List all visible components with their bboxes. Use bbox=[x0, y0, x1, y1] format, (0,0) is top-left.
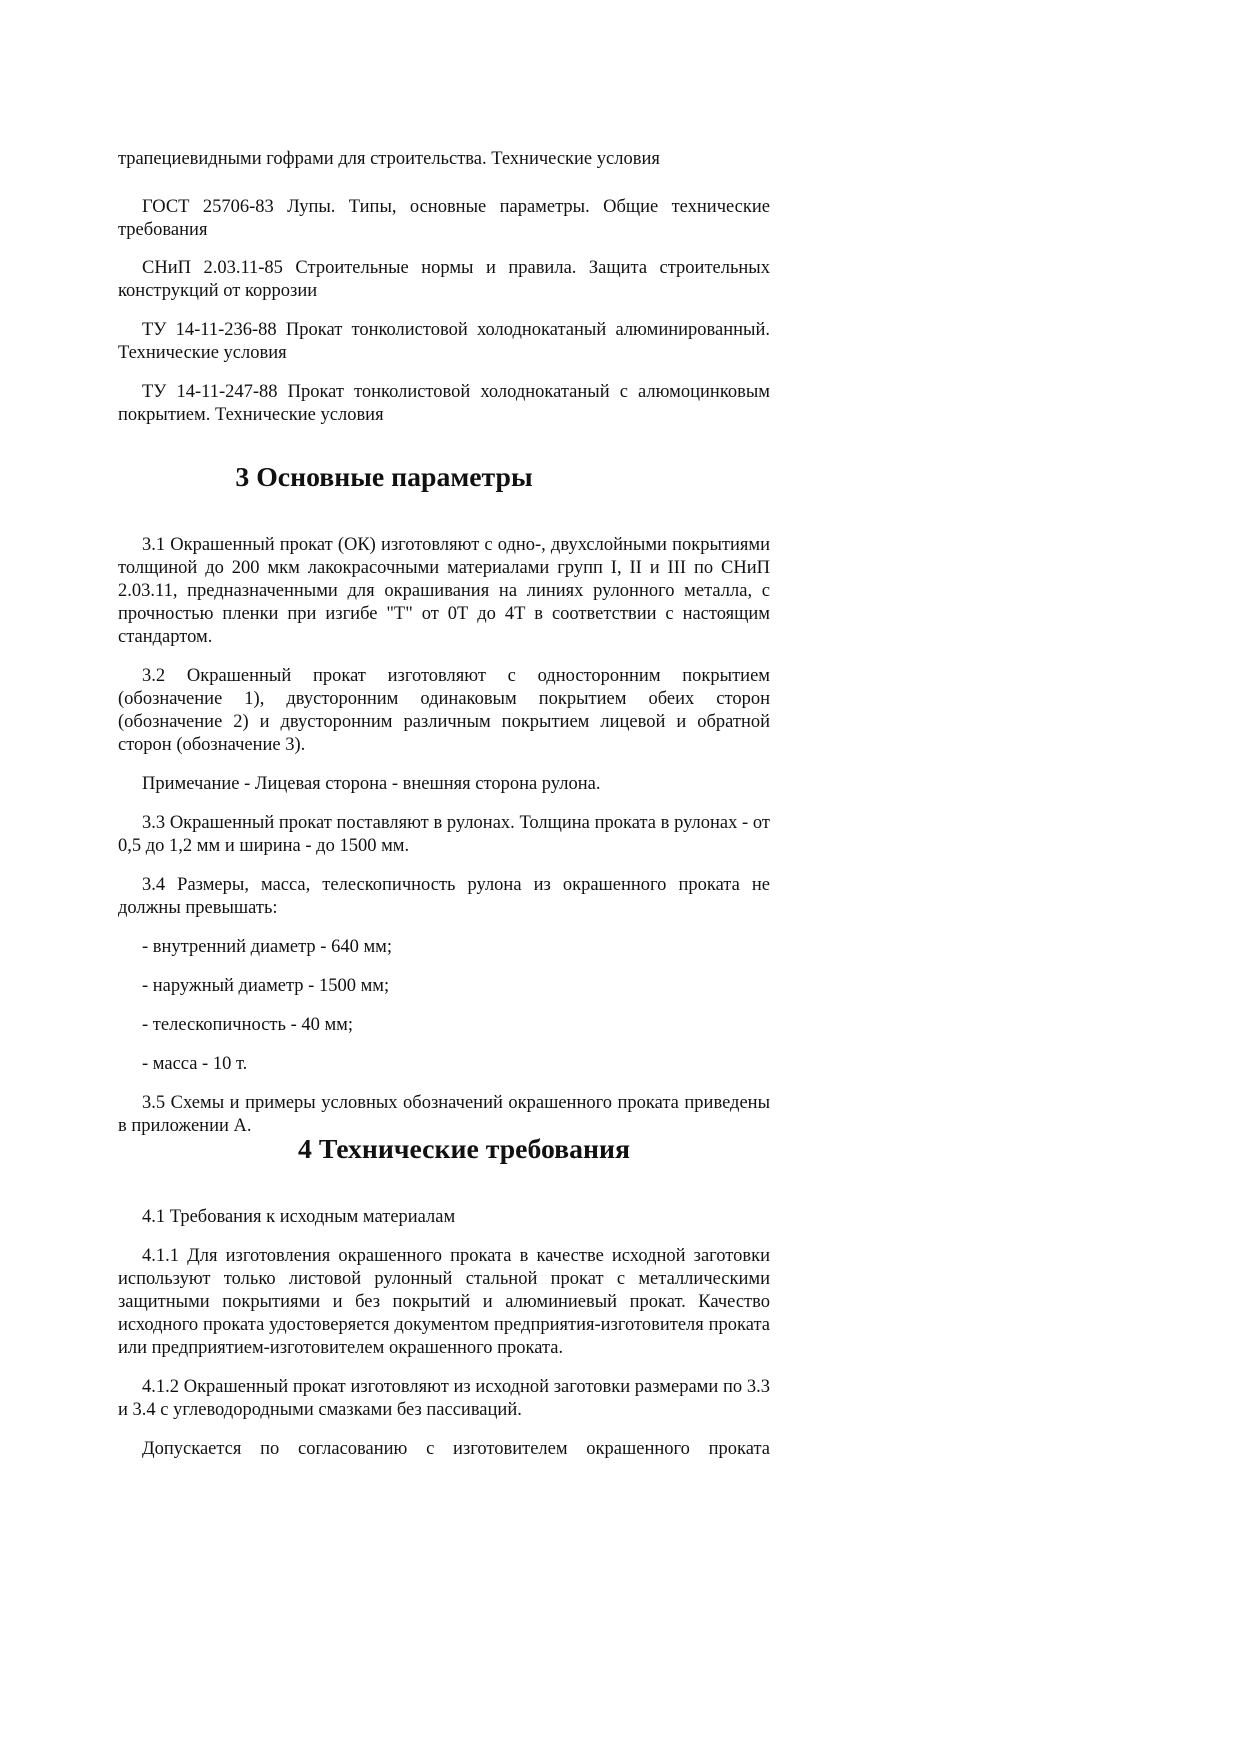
paragraph-3-1: 3.1 Окрашенный прокат (ОК) изготовляют с одно-, двухслойными покрытиями толщиной до 200 мкм лакокрасочными материалами групп I, II и III по СНиП 2.03.11, предназначенными для окрашивания на линиях рулонного металла, с прочностью пленки при изгибе "Т" от 0Т до 4Т в соответствии с настоящим стандартом. bbox=[118, 535, 770, 647]
paragraph-3-3: 3.3 Окрашенный прокат поставляют в рулонах. Толщина проката в рулонах - от 0,5 до 1,2 мм и ширина - до 1500 мм. bbox=[118, 813, 770, 856]
document-page bbox=[118, 148, 770, 1461]
paragraph-gost-25706: ГОСТ 25706-83 Лупы. Типы, основные параметры. Общие технические требования bbox=[118, 197, 770, 240]
paragraph-note: Примечание - Лицевая сторона - внешняя сторона рулона. bbox=[142, 774, 601, 794]
paragraph-4-1: 4.1 Требования к исходным материалам bbox=[142, 1207, 456, 1227]
list-item-inner-diameter: - внутренний диаметр - 640 мм; bbox=[142, 937, 393, 957]
paragraph-standard-continuation: трапециевидными гофрами для строительства. Технические условия bbox=[118, 149, 660, 169]
paragraph-4-1-1: 4.1.1 Для изготовления окрашенного проката в качестве исходной заготовки используют только листовой рулонный стальной прокат с металлическими защитными покрытиями и без покрытий и алюминиевый прокат. Качество исходного проката удостоверяется документом предприятия-изготовителя проката или предприятием-изготовителем окрашенного проката. bbox=[118, 1246, 770, 1358]
paragraph-tu-236-88: ТУ 14-11-236-88 Прокат тонколистовой холоднокатаный алюминированный. Технические условия bbox=[118, 320, 770, 363]
list-item-mass: - масса - 10 т. bbox=[142, 1054, 248, 1074]
paragraph-3-2: 3.2 Окрашенный прокат изготовляют с односторонним покрытием (обозначение 1), двусторонним одинаковым покрытием обеих сторон (обозначение 2) и двусторонним различным покрытием лицевой и обратной сторон (обозначение 3). bbox=[118, 666, 770, 755]
section-heading-4: 4 Технические требования bbox=[298, 1134, 630, 1165]
paragraph-snip-2-03-11: СНиП 2.03.11-85 Строительные нормы и правила. Защита строительных конструкций от коррозии bbox=[118, 258, 770, 301]
paragraph-tu-247-88: ТУ 14-11-247-88 Прокат тонколистовой холоднокатаный с алюмоцинковым покрытием. Технические условия bbox=[118, 382, 770, 425]
paragraph-3-5: 3.5 Схемы и примеры условных обозначений окрашенного проката приведены в приложении А. bbox=[118, 1093, 770, 1136]
list-item-outer-diameter: - наружный диаметр - 1500 мм; bbox=[142, 976, 390, 996]
section-heading-3: 3 Основные параметры bbox=[235, 462, 533, 493]
paragraph-3-4: 3.4 Размеры, масса, телескопичность рулона из окрашенного проката не должны превышать: bbox=[118, 875, 770, 918]
list-item-telescopicity: - телескопичность - 40 мм; bbox=[142, 1015, 354, 1035]
paragraph-4-1-2: 4.1.2 Окрашенный прокат изготовляют из исходной заготовки размерами по 3.3 и 3.4 с углеводородными смазками без пассиваций. bbox=[118, 1377, 770, 1420]
paragraph-allowed: Допускается по согласованию с изготовителем окрашенного проката bbox=[142, 1439, 770, 1459]
